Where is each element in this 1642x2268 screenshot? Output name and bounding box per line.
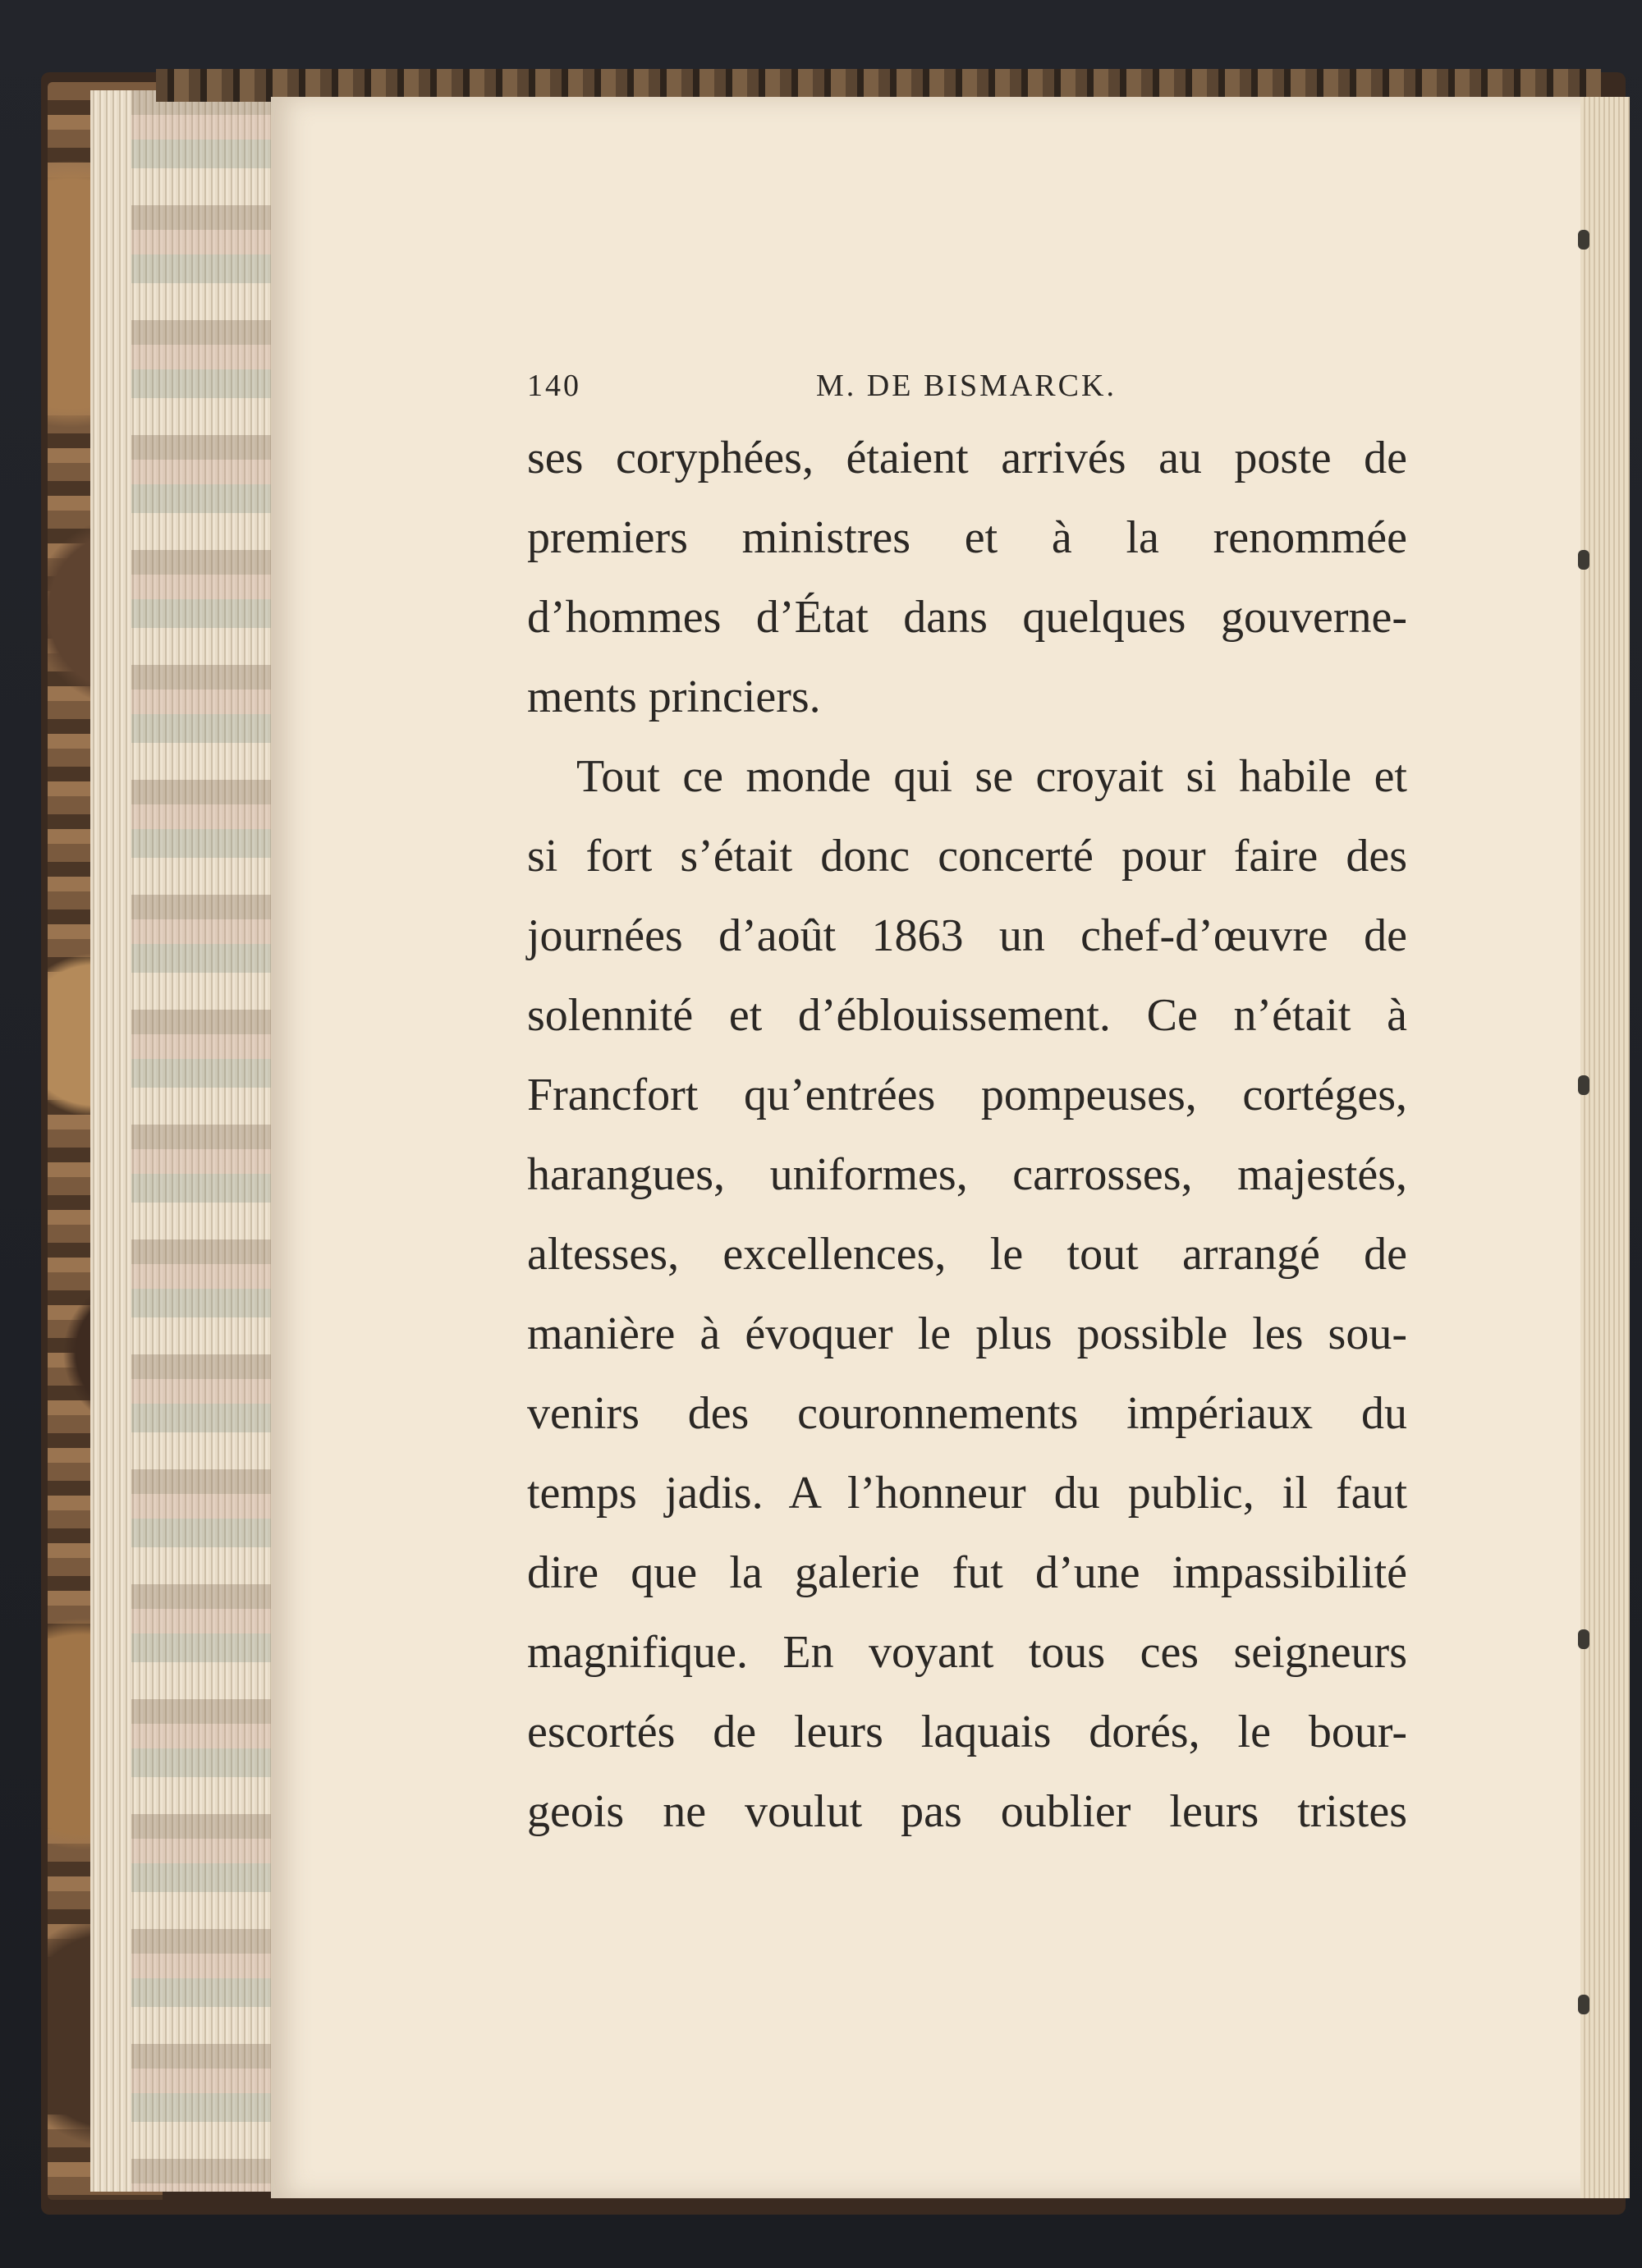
text-line: ments princiers. [527,671,821,722]
text-line: journées d’août 1863 un chef-d’œuvre de [527,910,1407,961]
running-title: M. DE BISMARCK. [816,369,1117,403]
page-edge-stain [131,90,271,2192]
body-text [527,419,1407,1852]
page-number: 140 [527,369,581,403]
binding-stitch [1578,1629,1589,1649]
text-line: manière à évoquer le plus possible les sou- [527,1308,1407,1359]
binding-stitch [1578,550,1589,570]
text-line: magnifique. En voyant tous ces seigneurs [527,1627,1407,1678]
binding-stitch [1578,230,1589,250]
text-line: solennité et d’éblouissement. Ce n’était à [527,990,1407,1041]
text-line: harangues, uniformes, carrosses, majestés, [527,1149,1407,1200]
text-line: d’hommes d’État dans quelques gouverne- [527,592,1407,643]
text-line: Tout ce monde qui se croyait si habile et [576,751,1407,802]
text-line: ses coryphées, étaient arrivés au poste de [527,433,1407,483]
text-line: temps jadis. A l’honneur du public, il faut [527,1468,1407,1519]
text-line: si fort s’était donc concerté pour faire des [527,831,1407,882]
text-line: altesses, excellences, le tout arrangé de [527,1229,1407,1280]
binding-stitch [1578,1075,1589,1095]
text-line: premiers ministres et à la renommée [527,512,1407,563]
text-line: venirs des couronnements impériaux du [527,1388,1407,1439]
text-line: dire que la galerie fut d’une impassibilité [527,1547,1407,1598]
text-line: escortés de leurs laquais dorés, le bour- [527,1707,1407,1757]
binding-stitch [1578,1995,1589,2014]
running-head [527,368,1407,417]
text-line: Francfort qu’entrées pompeuses, cortéges, [527,1070,1407,1120]
right-gutter-pages [1580,97,1630,2198]
text-line: geois ne voulut pas oublier leurs tristes [527,1786,1407,1837]
